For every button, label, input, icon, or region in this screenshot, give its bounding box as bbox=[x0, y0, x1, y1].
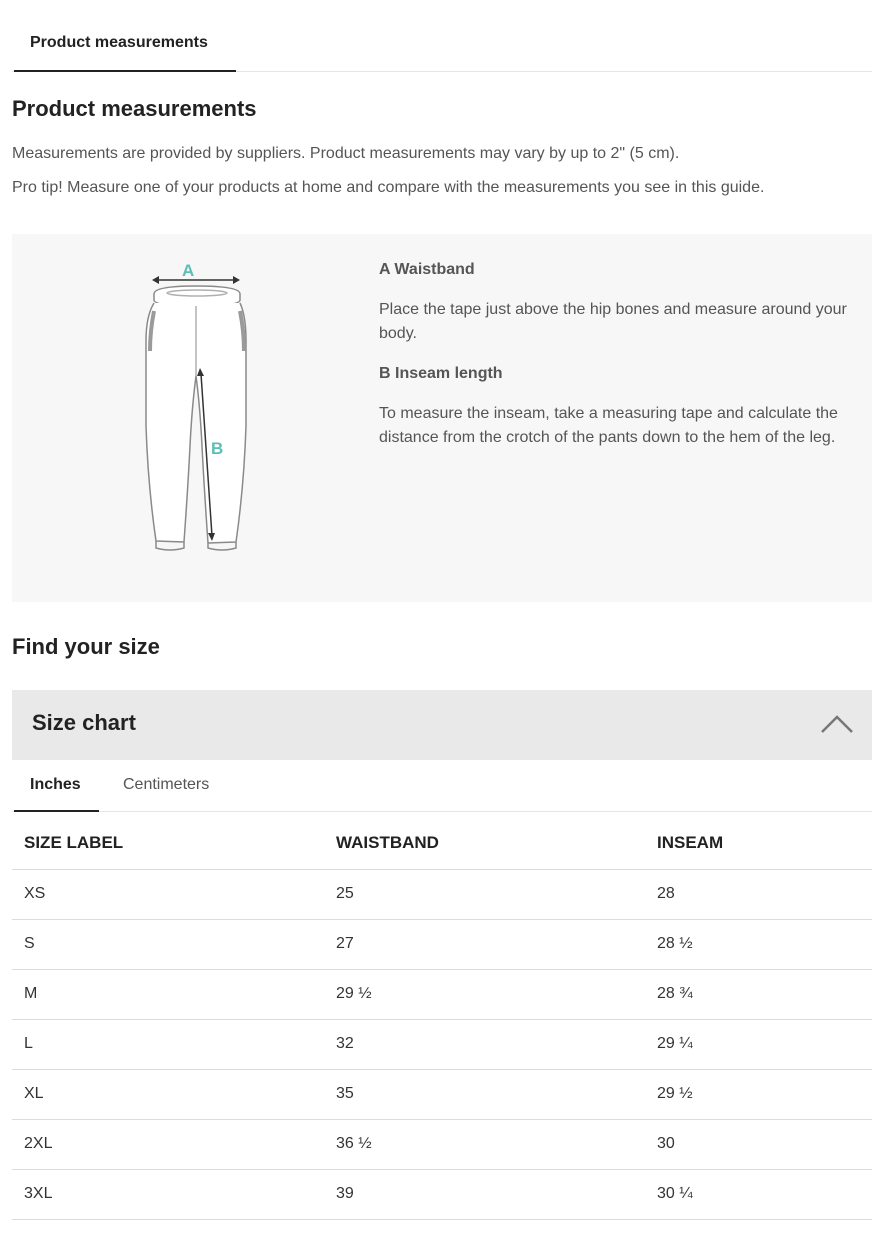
inseam-cell: 28 bbox=[645, 869, 872, 919]
tab-product-measurements[interactable]: Product measurements bbox=[14, 0, 236, 72]
size-chart-title: Size chart bbox=[32, 710, 136, 735]
size-label-cell: L bbox=[12, 1019, 324, 1069]
column-header: WAISTBAND bbox=[324, 818, 645, 869]
size-chart-toggle[interactable] bbox=[12, 690, 872, 760]
pro-tip-text: Pro tip! Measure one of your products at home and compare with the measurements you see in this guide. bbox=[12, 179, 765, 196]
table-row bbox=[12, 1119, 872, 1169]
tab-inches[interactable]: Inches bbox=[14, 760, 99, 812]
size-label-cell: 2XL bbox=[12, 1119, 324, 1169]
inseam-title: B Inseam length bbox=[379, 365, 503, 382]
find-size-heading: Find your size bbox=[12, 634, 160, 659]
inseam-cell: 28 ½ bbox=[645, 919, 872, 969]
inseam-cell: 28 ¾ bbox=[645, 969, 872, 1019]
measurement-guide bbox=[12, 234, 872, 602]
waistband-title: A Waistband bbox=[379, 261, 475, 278]
waistband-cell: 35 bbox=[324, 1069, 645, 1119]
inseam-cell: 30 ¼ bbox=[645, 1169, 872, 1219]
column-header: SIZE LABEL bbox=[12, 818, 324, 869]
size-label-cell: XS bbox=[12, 869, 324, 919]
table-header-row bbox=[12, 818, 872, 869]
table-row bbox=[12, 919, 872, 969]
waistband-cell: 29 ½ bbox=[324, 969, 645, 1019]
inseam-text: To measure the inseam, take a measuring tape and calculate the distance from the crotch of the pants down to the hem of the leg. bbox=[379, 405, 838, 446]
unit-tabs bbox=[12, 760, 872, 812]
product-tabs bbox=[12, 0, 872, 72]
waistband-cell: 32 bbox=[324, 1019, 645, 1069]
size-label-cell: 3XL bbox=[12, 1169, 324, 1219]
waistband-cell: 25 bbox=[324, 869, 645, 919]
chevron-up-icon[interactable] bbox=[820, 714, 854, 734]
label-a: A bbox=[182, 261, 195, 280]
waistband-cell: 36 ½ bbox=[324, 1119, 645, 1169]
table-row bbox=[12, 1069, 872, 1119]
label-b: B bbox=[211, 439, 224, 458]
intro-text: Measurements are provided by suppliers. Product measurements may vary by up to 2" (5 cm). bbox=[12, 145, 680, 162]
inseam-cell: 29 ½ bbox=[645, 1069, 872, 1119]
size-label-cell: S bbox=[12, 919, 324, 969]
size-label-cell: XL bbox=[12, 1069, 324, 1119]
column-header: INSEAM bbox=[645, 818, 872, 869]
waistband-text: Place the tape just above the hip bones and measure around your body. bbox=[379, 301, 847, 342]
inseam-cell: 29 ¼ bbox=[645, 1019, 872, 1069]
table-row bbox=[12, 1019, 872, 1069]
size-table bbox=[12, 818, 872, 1220]
table-row bbox=[12, 869, 872, 919]
guide-descriptions bbox=[379, 258, 849, 466]
tab-centimeters[interactable]: Centimeters bbox=[123, 776, 210, 793]
table-row bbox=[12, 969, 872, 1019]
page-title: Product measurements bbox=[12, 96, 257, 121]
pants-diagram bbox=[140, 256, 258, 556]
table-row bbox=[12, 1169, 872, 1219]
size-label-cell: M bbox=[12, 969, 324, 1019]
waistband-cell: 39 bbox=[324, 1169, 645, 1219]
waistband-cell: 27 bbox=[324, 919, 645, 969]
inseam-cell: 30 bbox=[645, 1119, 872, 1169]
